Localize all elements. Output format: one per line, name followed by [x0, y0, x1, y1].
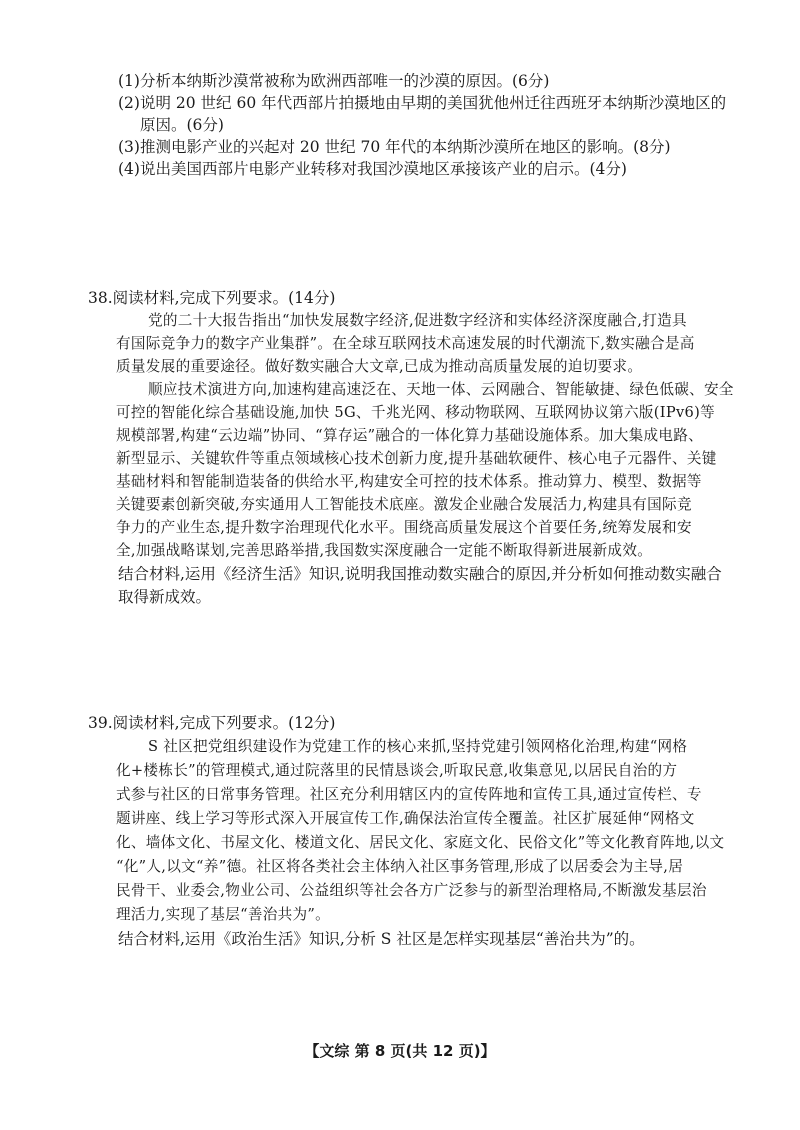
q38-heading: 38.阅读材料,完成下列要求。(14分) — [88, 289, 336, 307]
q38-requirement-cont: 取得新成效。 — [118, 588, 212, 606]
q39-material-line: 化+楼栋长”的管理模式,通过院落里的民情恳谈会,听取民意,收集意见,以居民自治的方 — [116, 762, 678, 779]
q39-material-line: 理活力,实现了基层“善治共为”。 — [116, 906, 331, 923]
q37-item-2-cont: 原因。(6分) — [140, 116, 224, 134]
q39-requirement: 结合材料,运用《政治生活》知识,分析 S 社区是怎样实现基层“善治共为”的。 — [118, 930, 645, 948]
q39-material-line: “化”人,以文“养”德。社区将各类社会主体纳入社区事务管理,形成了以居委会为主导,居 — [116, 858, 684, 875]
q38-requirement: 结合材料,运用《经济生活》知识,说明我国推动数实融合的原因,并分析如何推动数实融合 — [118, 565, 722, 583]
q37-item-4: (4)说出美国西部片电影产业转移对我国沙漠地区承接该产业的启示。(4分) — [118, 160, 627, 178]
q38-material-line: 关键要素创新突破,夯实通用人工智能技术底座。激发企业融合发展活力,构建具有国际竞 — [116, 496, 692, 513]
q38-material-line: 规模部署,构建“云边端”协同、“算存运”融合的一体化算力基础设施体系。加大集成电路、 — [116, 427, 704, 444]
q38-material-line: 全,加强战略谋划,完善思路举措,我国数实深度融合一定能不断取得新进展新成效。 — [116, 542, 653, 559]
q38-material-line: 顺应技术演进方向,加速构建高速泛在、天地一体、云网融合、智能敏捷、绿色低碳、安全 — [148, 381, 734, 398]
q39-heading: 39.阅读材料,完成下列要求。(12分) — [88, 714, 336, 732]
q38-material-line: 党的二十大报告指出“加快发展数字经济,促进数字经济和实体经济深度融合,打造具 — [148, 312, 687, 329]
q39-material-line: 式参与社区的日常事务管理。社区充分利用辖区内的宣传阵地和宣传工具,通过宣传栏、专 — [116, 786, 702, 803]
q38-material-line: 可控的智能化综合基础设施,加快 5G、千兆光网、移动物联网、互联网协议第六版(IPv6)等 — [116, 404, 716, 421]
q38-material-line: 质量发展的重要途径。做好数实融合大文章,已成为推动高质量发展的迫切要求。 — [116, 358, 643, 375]
q38-material-line: 有国际竞争力的数字产业集群”。在全球互联网技术高速发展的时代潮流下,数实融合是高 — [116, 335, 695, 352]
q37-item-1: (1)分析本纳斯沙漠常被称为欧洲西部唯一的沙漠的原因。(6分) — [118, 72, 550, 90]
q39-material-line: 题讲座、线上学习等形式深入开展宣传工作,确保法治宣传全覆盖。社区扩展延伸“网格文 — [116, 810, 695, 827]
page-footer: 【文综 第 8 页(共 12 页)】 — [304, 1042, 496, 1060]
q39-material-line: S 社区把党组织建设作为党建工作的核心来抓,坚持党建引领网格化治理,构建“网格 — [148, 738, 688, 755]
q39-material-line: 化、墙体文化、书屋文化、楼道文化、居民文化、家庭文化、民俗文化”等文化教育阵地,以文 — [116, 834, 725, 851]
q38-material-line: 新型显示、关键软件等重点领域核心技术创新力度,提升基础软硬件、核心电子元器件、关键 — [116, 450, 717, 467]
q38-material-line: 争力的产业生态,提升数字治理现代化水平。围绕高质量发展这个首要任务,统筹发展和安 — [116, 519, 692, 536]
q39-material-line: 民骨干、业委会,物业公司、公益组织等社会各方广泛参与的新型治理格局,不断激发基层治 — [116, 882, 707, 899]
q37-item-2: (2)说明 20 世纪 60 年代西部片拍摄地由早期的美国犹他州迁往西班牙本纳斯沙漠地区的 — [118, 94, 727, 112]
q37-item-3: (3)推测电影产业的兴起对 20 世纪 70 年代的本纳斯沙漠所在地区的影响。(8分) — [118, 138, 671, 156]
q38-material-line: 基础材料和智能制造装备的供给水平,构建安全可控的技术体系。推动算力、模型、数据等 — [116, 473, 702, 490]
